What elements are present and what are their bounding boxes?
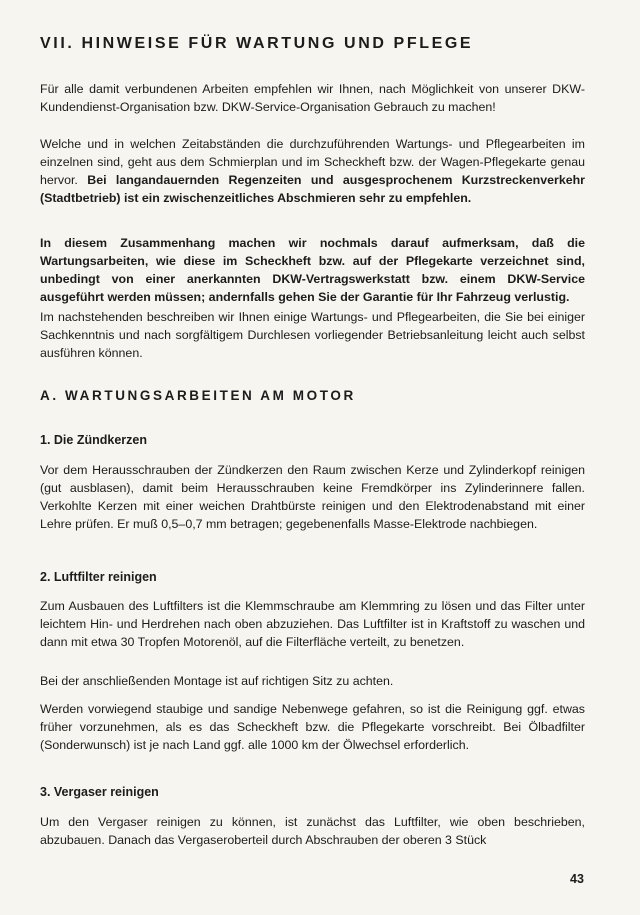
section-a-title: A. WARTUNGSARBEITEN AM MOTOR (40, 388, 356, 403)
warranty-notice-paragraph: In diesem Zusammenhang machen wir nochmals darauf aufmerksam, daß die Wartungsarbeiten, wie diese im Scheckheft bzw. auf der Pflegekarte verzeichnet sind, unbedingt von einer anerkannten DKW-Vertragswerkstatt bzw. einem DKW-Service ausgeführt werden müssen; andernfalls gehen Sie der Garantie für Ihr Fahrzeug verlustig. (40, 236, 585, 304)
intro-paragraph-1: Für alle damit verbundenen Arbeiten empfehlen wir Ihnen, nach Möglichkeit von unserer DKW-Kundendienst-Organisation bzw. DKW-Service-Organisation Gebrauch zu machen! (40, 82, 585, 114)
intro-paragraph-2 (40, 135, 585, 207)
subsection-2-paragraph-3: Werden vorwiegend staubige und sandige Nebenwege gefahren, so ist die Reinigung ggf. etwas früher vorzunehmen, als es das Scheckheft bzw. die Pflegekarte vorschreibt. Bei Ölbadfilter (Sonderwunsch) ist je nach Land ggf. alle 1000 km der Ölwechsel erforderlich. (40, 702, 585, 752)
subsection-2-heading: 2. Luftfilter reinigen (40, 570, 157, 584)
intro-paragraph-4: Im nachstehenden beschreiben wir Ihnen einige Wartungs- und Pflegearbeiten, die Sie bei einiger Sachkenntnis und nach sorgfältigem Durchlesen vorliegender Betriebsanleitung leicht auch selbst ausführen können. (40, 310, 585, 360)
subsection-3-paragraph: Um den Vergaser reinigen zu können, ist zunächst das Luftfilter, wie oben beschrieben, abzubauen. Danach das Vergaseroberteil durch Abschrauben der oberen 3 Stück (40, 815, 585, 847)
subsection-3-heading: 3. Vergaser reinigen (40, 785, 159, 799)
subsection-1-heading: 1. Die Zündkerzen (40, 433, 147, 447)
intro-paragraph-2-bold-text: Bei langandauernden Regenzeiten und ausgesprochenem Kurzstreckenverkehr (Stadtbetrieb) ist ein zwischenzeitliches Abschmieren sehr zu empfehlen. (40, 173, 585, 205)
page-number: 43 (570, 872, 584, 886)
intro-paragraph-2-text: Welche und in welchen Zeitabständen die durchzuführenden Wartungs- und Pflegearbeiten im einzelnen sind, geht aus dem Schmierplan und im Scheckheft bzw. der Wagen-Pflegekarte genau hervor. (40, 137, 585, 187)
chapter-title: VII. HINWEISE FÜR WARTUNG UND PFLEGE (40, 35, 474, 52)
subsection-1-paragraph: Vor dem Herausschrauben der Zündkerzen den Raum zwischen Kerze und Zylinderkopf reinigen (gut ausblasen), damit beim Herausschrauben keine Fremdkörper ins Zylinderinnere fallen. Verkohlte Kerzen mit einer weichen Drahtbürste reinigen und den Elektrodenabstand mit einer Lehre prüfen. Er muß 0,5–0,7 mm betragen; gegebenenfalls Masse-Elektrode nachbiegen. (40, 463, 585, 531)
subsection-2-paragraph-2: Bei der anschließenden Montage ist auf richtigen Sitz zu achten. (40, 674, 394, 688)
subsection-2-paragraph-1: Zum Ausbauen des Luftfilters ist die Klemmschraube am Klemmring zu lösen und das Filter unter leichtem Hin- und Herdrehen nach oben abzuziehen. Das Luftfilter ist in Kraftstoff zu waschen und dann mit etwa 30 Tropfen Motorenöl, auf die Filterfläche verteilt, zu benetzen. (40, 599, 585, 649)
